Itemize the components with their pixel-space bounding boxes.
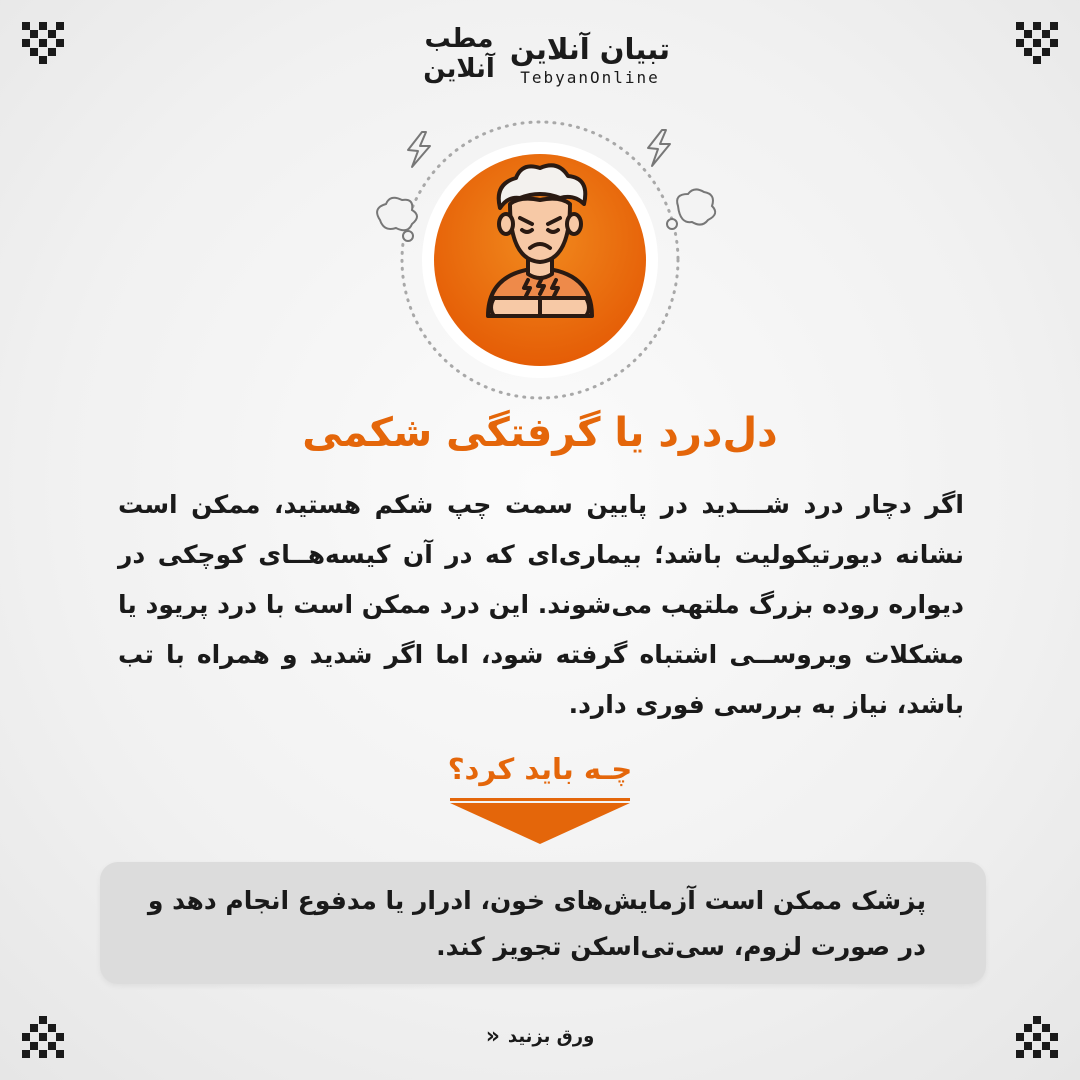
logo-sub-line1: مطب [424, 24, 494, 54]
corner-pattern-bottom-left [22, 1016, 64, 1058]
double-chevron-left-icon: « [485, 1023, 500, 1049]
swipe-label: ورق بزنید [507, 1026, 595, 1047]
body-paragraph: اگر دچار درد شـــدید در پایین سمت چپ شکم هستید، ممکن است نشانه دیورتیکولیت باشد؛ بیماری‌ای که در آن کیسه‌هــای کوچکی در دیواره روده بزرگ ملتهب می‌شوند. این درد ممکن است با درد پریود یا مشکلات ویروســی اشتباه گرفته شود، اما اگر شدید و همراه با تب باشد، نیاز به بررسی فوری دارد. [118, 490, 964, 719]
what-to-do-heading: چـه باید کرد؟ [447, 752, 633, 786]
swipe-hint[interactable] [440, 1023, 640, 1049]
logo-sub-line2: آنلاین [423, 54, 495, 84]
matab-online-logo [420, 24, 498, 84]
hero-illustration [360, 120, 720, 420]
corner-pattern-bottom-right [1016, 1016, 1058, 1058]
lightning-right-icon [648, 130, 670, 166]
advice-text: پزشک ممکن است آزمایش‌های خون، ادرار یا مدفوع انجام دهد و در صورت لزوم، سی‌تی‌اسکن تجویز کند. [147, 886, 926, 961]
tebyan-online-logo [510, 32, 670, 87]
steam-puff-left-icon [377, 198, 417, 241]
lightning-left-icon [408, 132, 430, 167]
logo-main-persian: تبیان آنلاین [509, 32, 670, 66]
corner-pattern-top-right [1016, 22, 1058, 64]
corner-pattern-top-left [22, 22, 64, 64]
steam-puff-right-icon [667, 189, 715, 229]
logo-main-english: TebyanOnline [520, 68, 660, 87]
page-title: دل‌درد یا گرفتگی شکمی [302, 410, 778, 456]
down-arrow-icon [450, 798, 630, 846]
advice-box [100, 862, 986, 984]
